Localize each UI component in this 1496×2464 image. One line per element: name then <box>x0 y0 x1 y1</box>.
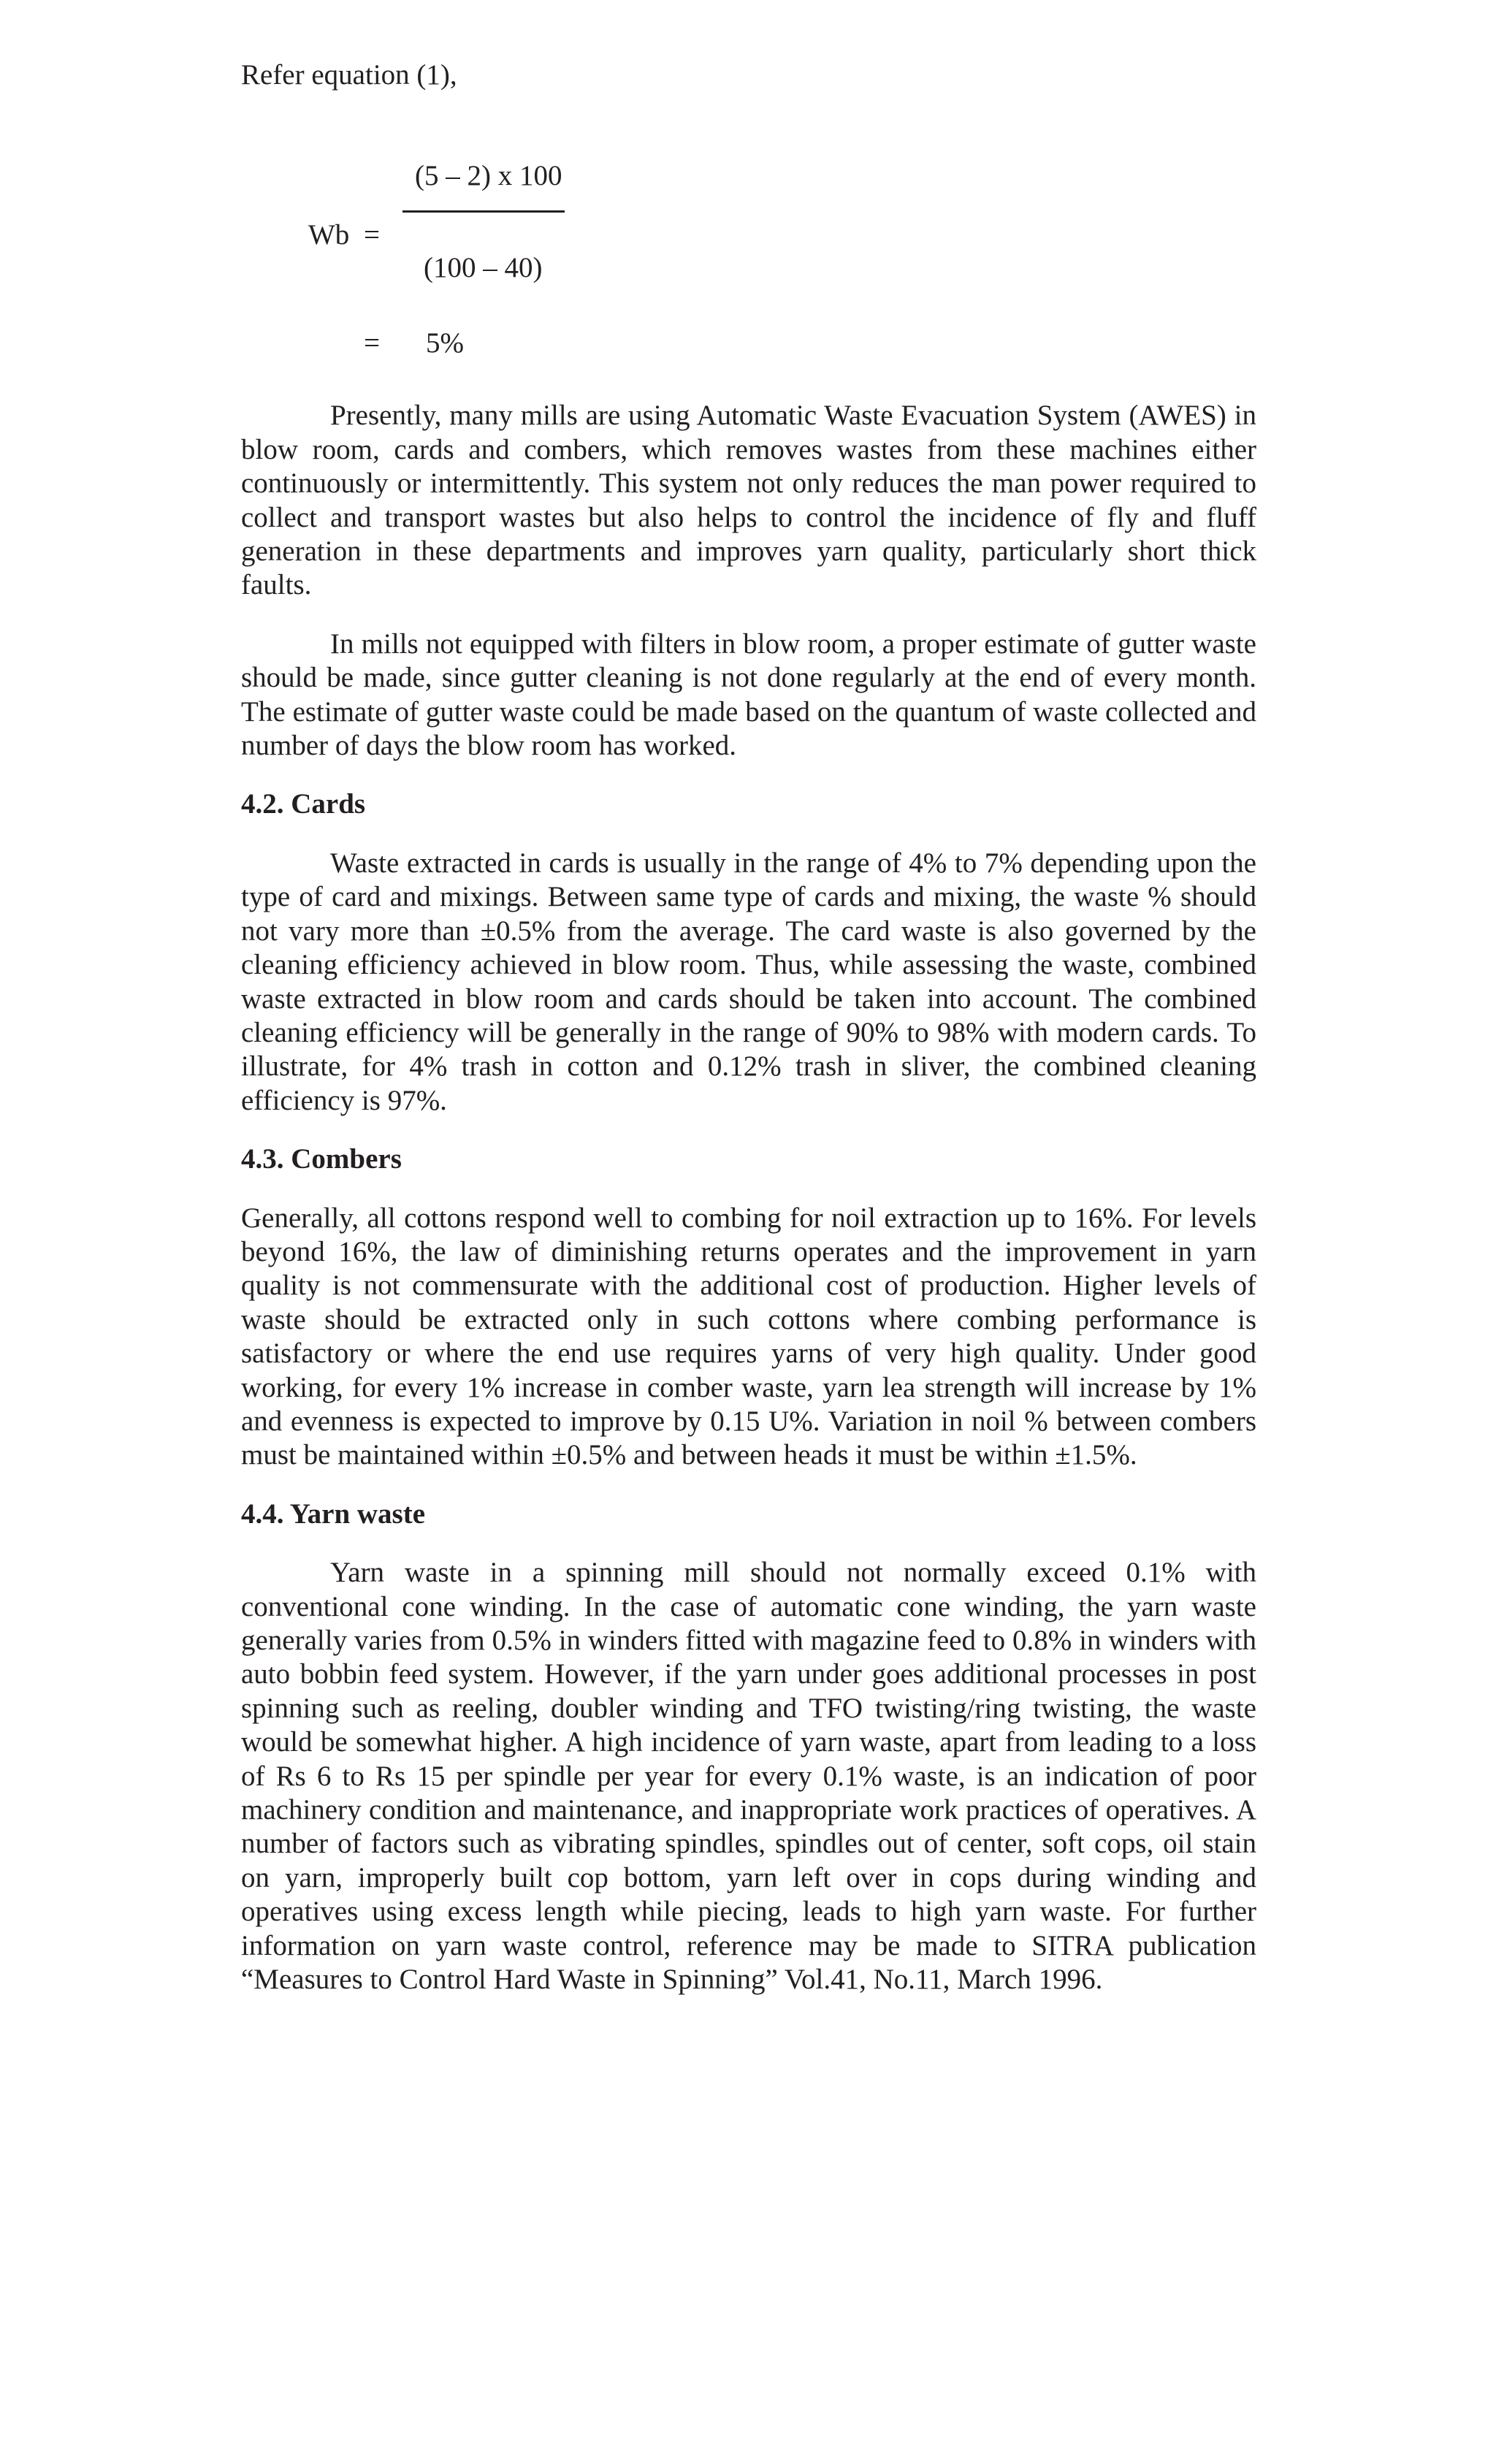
awes-paragraph: Presently, many mills are using Automatic Waste Evacuation System (AWES) in blow room, cards and combers, which removes wastes from these machines either continuously or intermittently. This system not only reduces the man power required to collect and transport wastes but also helps to control the incidence of fly and fluff generation in these departments and improves yarn quality, particularly short thick faults. <box>241 400 1256 601</box>
yarn-waste-heading: 4.4. Yarn waste <box>241 1498 426 1530</box>
combers-heading: 4.3. Combers <box>241 1143 402 1175</box>
document-page <box>241 58 1256 1996</box>
equation-numerator: (5 – 2) x 100 <box>415 160 562 192</box>
fraction-bar <box>402 210 565 213</box>
equation-lhs: Wb <box>308 219 350 251</box>
yarn-waste-paragraph: Yarn waste in a spinning mill should not normally exceed 0.1% with conventional cone winding. In the case of automatic cone winding, the yarn waste generally varies from 0.5% in winders fitted with magazine feed to 0.8% in winders with auto bobbin feed system. However, if the yarn under goes additional processes in post spinning such as reeling, doubler winding and TFO twisting/ring twisting, the waste would be somewhat higher. A high incidence of yarn waste, apart from leading to a loss of Rs 6 to Rs 15 per spindle per year for every 0.1% waste, is an indication of poor machinery condition and maintenance, and inappropriate work practices of operatives. A number of factors such as vibrating spindles, spindles out of center, soft cops, oil stain on yarn, improperly built cop bottom, yarn left over in cops during winding and operatives using excess length while piecing, leads to high yarn waste. For further information on yarn waste control, reference may be made to SITRA publication “Measures to Control Hard Waste in Spinning” Vol.41, No.11, March 1996. <box>241 1557 1256 1996</box>
equation-denominator: (100 – 40) <box>424 252 543 284</box>
equation-intro: Refer equation (1), <box>241 59 457 91</box>
waste-equation <box>241 121 1256 399</box>
combers-paragraph: Generally, all cottons respond well to combing for noil extraction up to 16%. For levels beyond 16%, the law of diminishing returns operates and the improvement in yarn quality is not commensurate with the additional cost of production. Higher levels of waste should be extracted only in such cottons where combing performance is satisfactory or where the end use requires yarns of very high quality. Under good working, for every 1% increase in comber waste, yarn lea strength will increase by 1% and evenness is expected to improve by 0.15 U%. Variation in noil % between combers must be maintained within ±0.5% and between heads it must be within ±1.5%. <box>241 1202 1256 1471</box>
cards-heading: 4.2. Cards <box>241 788 366 820</box>
equation-result: 5% <box>426 327 464 359</box>
equation-equals-sign: = <box>364 219 380 251</box>
result-equals-sign: = <box>364 327 380 359</box>
gutter-waste-paragraph: In mills not equipped with filters in blow room, a proper estimate of gutter waste should be made, since gutter cleaning is not done regularly at the end of every month. The estimate of gutter waste could be made based on the quantum of waste collected and number of days the blow room has worked. <box>241 628 1256 762</box>
cards-paragraph: Waste extracted in cards is usually in the range of 4% to 7% depending upon the type of card and mixings. Between same type of cards and mixing, the waste % should not vary more than ±0.5% from the average. The card waste is also governed by the cleaning efficiency achieved in blow room. Thus, while assessing the waste, combined waste extracted in blow room and cards should be taken into account. The combined cleaning efficiency will be generally in the range of 90% to 98% with modern cards. To illustrate, for 4% trash in cotton and 0.12% trash in sliver, the combined cleaning efficiency is 97%. <box>241 847 1256 1116</box>
